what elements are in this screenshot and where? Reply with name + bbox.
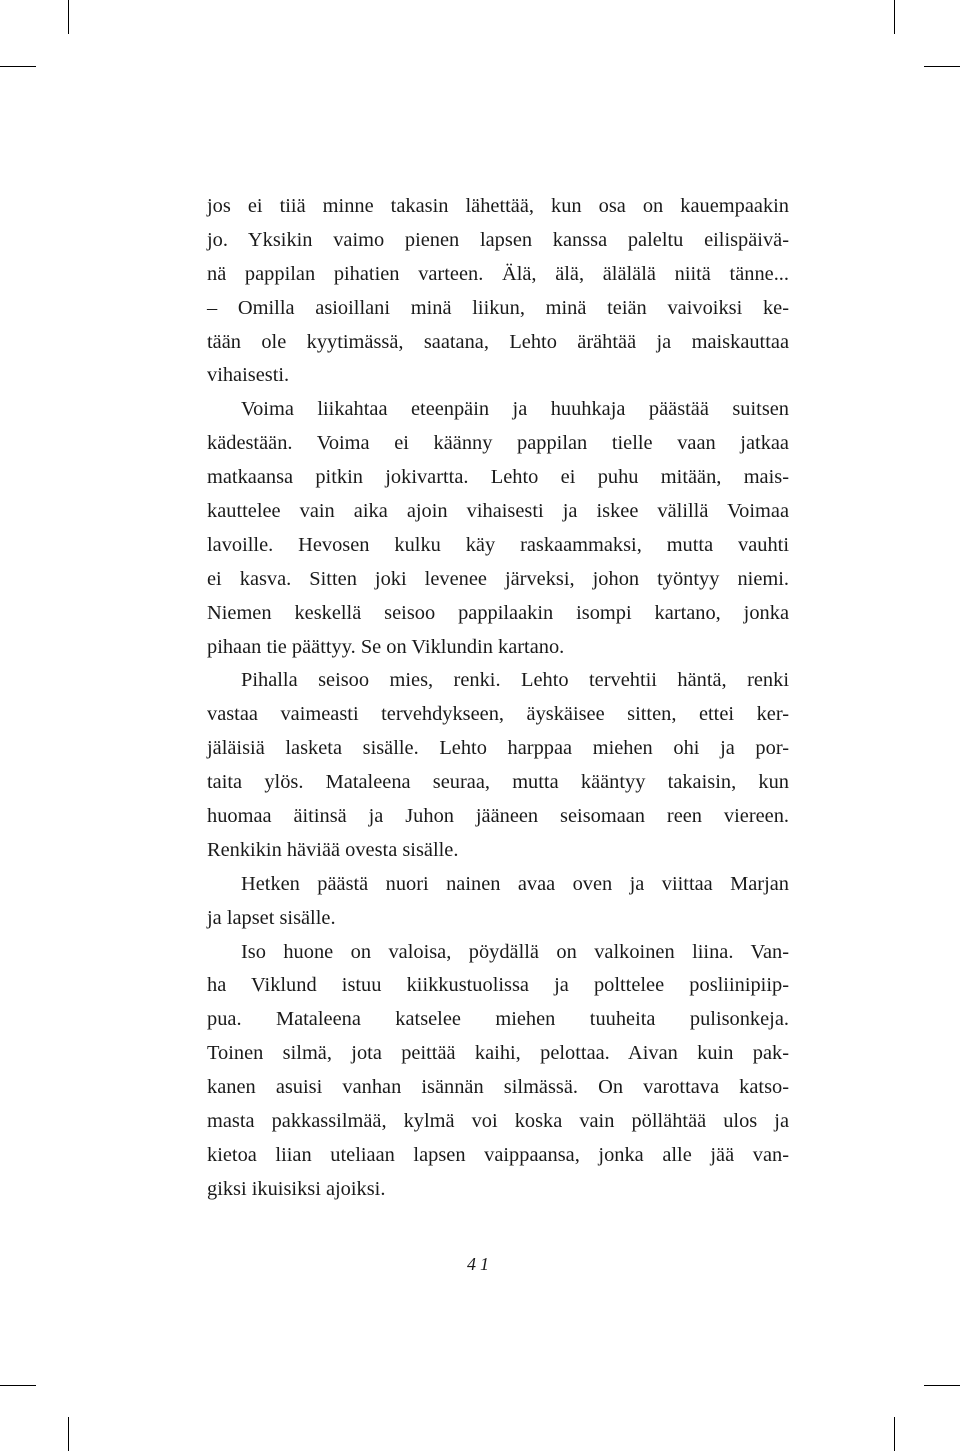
crop-mark-bottom-right-h: [924, 1385, 960, 1386]
text-line: kädestään. Voima ei käänny pappilan tielle vaan jatkaa: [207, 432, 789, 455]
text-line: giksi ikuisiksi ajoiksi.: [207, 1177, 386, 1200]
text-line: pihaan tie päättyy. Se on Viklundin kartano.: [207, 635, 565, 658]
text-line: ei kasva. Sitten joki levenee järveksi, johon työntyy niemi.: [207, 567, 789, 590]
text-line: kauttelee vain aika ajoin vihaisesti ja iskee välillä Voimaa: [207, 500, 789, 523]
crop-mark-bottom-right: [894, 1417, 895, 1451]
text-line: taita ylös. Mataleena seuraa, mutta kääntyy takaisin, kun: [207, 771, 789, 794]
text-line: kietoa liian uteliaan lapsen vaippaansa, jonka alle jää van-: [207, 1143, 789, 1166]
text-line: nä pappilan pihatien varteen. Älä, älä, älälälä niitä tänne...: [207, 262, 789, 285]
text-line: Voima liikahtaa eteenpäin ja huuhkaja päästää suitsen: [241, 398, 789, 421]
text-line: jo. Yksikin vaimo pienen lapsen kanssa paleltu eilispäivä-: [207, 228, 789, 251]
text-line: Pihalla seisoo mies, renki. Lehto tervehtii häntä, renki: [241, 669, 789, 692]
text-line: Iso huone on valoisa, pöydällä on valkoinen liina. Van-: [241, 940, 789, 963]
crop-mark-top-left: [68, 0, 69, 34]
text-line: ha Viklund istuu kiikkustuolissa ja polttelee posliinipiip-: [207, 974, 789, 997]
text-line: tään ole kyytimässä, saatana, Lehto ärähtää ja maiskauttaa: [207, 330, 789, 353]
crop-mark-top-left-h: [0, 66, 36, 67]
text-line: Niemen keskellä seisoo pappilaakin isompi kartano, jonka: [207, 601, 789, 624]
text-line: – Omilla asioillani minä liikun, minä teiän vaivoiksi ke-: [207, 296, 789, 319]
text-line: pua. Mataleena katselee miehen tuuheita pulisonkeja.: [207, 1008, 789, 1031]
crop-mark-bottom-left-h: [0, 1385, 36, 1386]
text-line: Toinen silmä, jota peittää kaihi, pelottaa. Aivan kuin pak-: [207, 1042, 789, 1065]
text-line: matkaansa pitkin jokivartta. Lehto ei puhu mitään, mais-: [207, 466, 789, 489]
text-line: kanen asuisi vanhan isännän silmässä. On varottava katso-: [207, 1076, 789, 1099]
text-line: Renkikin häviää ovesta sisälle.: [207, 838, 459, 861]
text-line: Hetken päästä nuori nainen avaa oven ja viittaa Marjan: [241, 872, 789, 895]
crop-mark-bottom-left: [68, 1417, 69, 1451]
text-line: masta pakkassilmää, kylmä voi koska vain pöllähtää ulos ja: [207, 1110, 789, 1133]
text-line: ja lapset sisälle.: [207, 906, 336, 929]
body-text: [207, 190, 789, 1207]
crop-mark-top-right-h: [924, 66, 960, 67]
crop-mark-top-right: [894, 0, 895, 34]
text-line: huomaa äitinsä ja Juhon jääneen seisomaan reen viereen.: [207, 805, 789, 828]
text-line: jäläisiä lasketa sisälle. Lehto harppaa miehen ohi ja por-: [207, 737, 789, 760]
text-line: vastaa vaimeasti tervehdykseen, äyskäisee sitten, ettei ker-: [207, 703, 789, 726]
text-line: jos ei tiiä minne takasin lähettää, kun osa on kauempaakin: [207, 195, 789, 217]
text-line: vihaisesti.: [207, 364, 290, 387]
page-number: 41: [467, 1254, 493, 1274]
text-line: lavoille. Hevosen kulku käy raskaammaksi, mutta vauhti: [207, 533, 789, 556]
